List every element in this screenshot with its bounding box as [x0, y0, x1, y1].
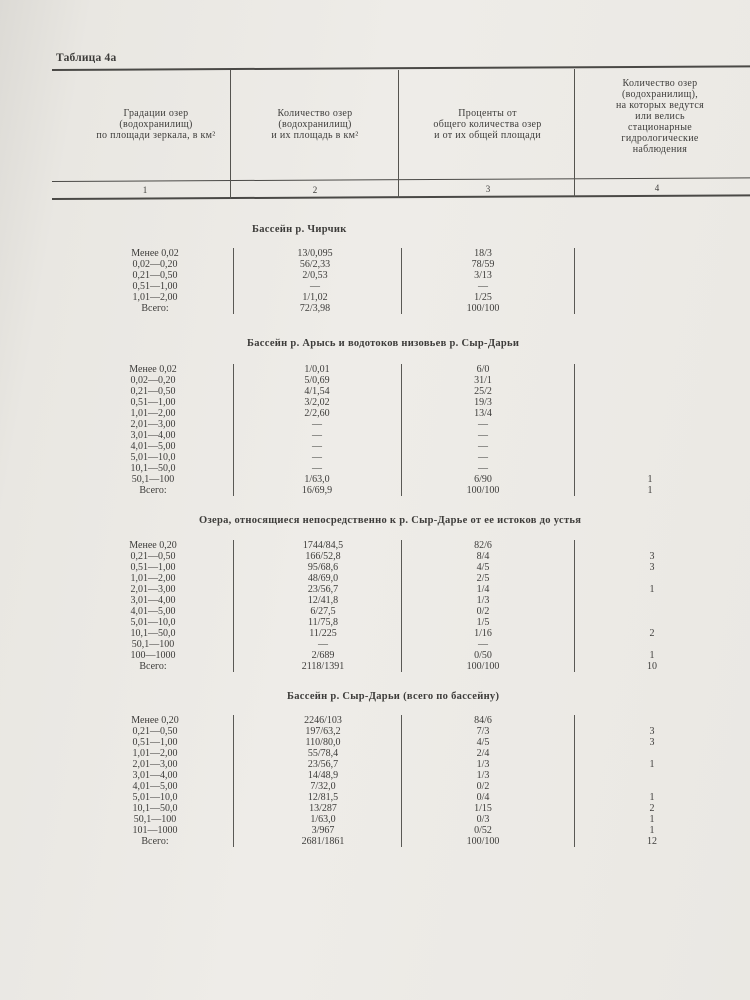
gradation-cell: 5,01—10,0 [132, 792, 178, 803]
table-row [0, 639, 750, 650]
percent-cell: — [478, 441, 488, 452]
table-row [0, 584, 750, 595]
gradation-cell: Менее 0,02 [129, 364, 177, 375]
gradation-cell: 4,01—5,00 [132, 781, 178, 792]
header-col-3: Проценты от общего количества озер и от их общей площади [433, 108, 542, 141]
percent-cell: 1/25 [474, 292, 492, 303]
gradation-cell: 50,1—100 [131, 474, 175, 485]
observed-count-cell: 10 [647, 661, 657, 672]
table-row [0, 803, 750, 814]
gradation-cell: 2,01—3,00 [130, 419, 176, 430]
section-rows [0, 715, 750, 847]
gradation-cell: 2,01—3,00 [132, 759, 178, 770]
percent-cell: 2/5 [476, 573, 490, 584]
observed-count-cell: 1 [649, 759, 655, 770]
percent-cell: 0/2 [476, 606, 490, 617]
observed-count-cell: 1 [649, 650, 655, 661]
table-row [0, 259, 750, 270]
table-row [0, 386, 750, 397]
gradation-cell: 0,02—0,20 [130, 375, 176, 386]
count-area-cell: 14/48,9 [307, 770, 339, 781]
count-area-cell: 13/0,095 [297, 248, 333, 259]
count-area-cell: — [312, 419, 322, 430]
count-area-cell: — [310, 281, 320, 292]
section-title: Бассейн р. Сыр-Дарьи (всего по бассейну) [287, 691, 500, 702]
table-row [0, 270, 750, 281]
table-row [0, 814, 750, 825]
count-area-cell: 55/78,4 [307, 748, 339, 759]
observed-count-cell: 2 [649, 803, 655, 814]
gradation-cell: 3,01—4,00 [130, 430, 176, 441]
percent-cell: 0/2 [476, 781, 490, 792]
section-title: Бассейн р. Чирчик [252, 224, 347, 235]
count-area-cell: 2681/1861 [301, 836, 345, 847]
observed-count-cell: 1 [647, 485, 653, 496]
gradation-cell: 50,1—100 [131, 639, 175, 650]
header-divider-1 [230, 70, 231, 199]
percent-cell: 0/3 [476, 814, 490, 825]
percent-cell: 100/100 [466, 661, 500, 672]
count-area-cell: 1/1,02 [302, 292, 328, 303]
table-row [0, 419, 750, 430]
section-title: Озера, относящиеся непосредственно к р. Сыр-Дарье от ее истоков до устья [199, 515, 582, 526]
percent-cell: 6/0 [476, 364, 490, 375]
gradation-cell: Всего: [139, 485, 167, 496]
section-title: Бассейн р. Арысь и водотоков низовьев р. Сыр-Дарьи [247, 338, 520, 349]
percent-cell: 0/52 [474, 825, 492, 836]
gradation-cell: 10,1—50,0 [132, 803, 178, 814]
percent-cell: — [478, 419, 488, 430]
gradation-cell: Менее 0,20 [131, 715, 179, 726]
percent-cell: 1/4 [476, 584, 490, 595]
table-row [0, 430, 750, 441]
percent-cell: 4/5 [476, 562, 490, 573]
gradation-cell: 0,21—0,50 [132, 726, 178, 737]
count-area-cell: 4/1,54 [304, 386, 330, 397]
count-area-cell: 2/2,60 [304, 408, 330, 419]
observed-count-cell: 3 [649, 726, 655, 737]
header-bottom-rule [52, 194, 750, 200]
percent-cell: 3/13 [474, 270, 492, 281]
count-area-cell: 12/41,8 [307, 595, 339, 606]
count-area-cell: 72/3,98 [299, 303, 331, 314]
count-area-cell: 56/2,33 [299, 259, 331, 270]
percent-cell: 2/4 [476, 748, 490, 759]
percent-cell: 84/6 [474, 715, 492, 726]
gradation-cell: 0,21—0,50 [130, 386, 176, 397]
header-top-rule [52, 65, 750, 71]
table-row [0, 540, 750, 551]
table-row [0, 628, 750, 639]
count-area-cell: 95/68,6 [307, 562, 339, 573]
table-row [0, 770, 750, 781]
gradation-cell: 0,21—0,50 [132, 270, 178, 281]
percent-cell: 1/3 [476, 595, 490, 606]
gradation-cell: Менее 0,02 [131, 248, 179, 259]
gradation-cell: 1,01—2,00 [130, 573, 176, 584]
gradation-cell: Всего: [141, 836, 169, 847]
gradation-cell: Всего: [139, 661, 167, 672]
gradation-cell: 100—1000 [130, 650, 176, 661]
percent-cell: — [478, 281, 488, 292]
header-divider-3 [574, 69, 575, 197]
count-area-cell: 23/56,7 [307, 584, 339, 595]
table-row [0, 474, 750, 485]
column-number-3: 3 [485, 184, 491, 194]
gradation-cell: Всего: [141, 303, 169, 314]
gradation-cell: 0,21—0,50 [130, 551, 176, 562]
table-row [0, 617, 750, 628]
count-area-cell: 3/967 [311, 825, 335, 836]
percent-cell: 1/5 [476, 617, 490, 628]
percent-cell: 100/100 [466, 836, 500, 847]
section-rows [0, 248, 750, 314]
header-number-rule [52, 177, 750, 182]
gradation-cell: Менее 0,20 [129, 540, 177, 551]
observed-count-cell: 1 [649, 584, 655, 595]
gradation-cell: 50,1—100 [133, 814, 177, 825]
gradation-cell: 2,01—3,00 [130, 584, 176, 595]
count-area-cell: — [312, 463, 322, 474]
header-col-2: Количество озер (водохранилищ) и их площадь в км² [271, 108, 359, 141]
count-area-cell: 2/689 [311, 650, 335, 661]
table-row [0, 781, 750, 792]
count-area-cell: 197/63,2 [305, 726, 341, 737]
gradation-cell: 4,01—5,00 [130, 441, 176, 452]
gradation-cell: 0,02—0,20 [132, 259, 178, 270]
table-row [0, 825, 750, 836]
percent-cell: 1/16 [474, 628, 492, 639]
observed-count-cell: 2 [649, 628, 655, 639]
percent-cell: 19/3 [474, 397, 492, 408]
section-rows [0, 364, 750, 496]
count-area-cell: — [312, 430, 322, 441]
table-row [0, 748, 750, 759]
count-area-cell: 2/0,53 [302, 270, 328, 281]
table-row [0, 281, 750, 292]
table-row [0, 551, 750, 562]
percent-cell: 8/4 [476, 551, 490, 562]
count-area-cell: — [312, 452, 322, 463]
count-area-cell: 5/0,69 [304, 375, 330, 386]
column-number-1: 1 [142, 185, 148, 195]
gradation-cell: 4,01—5,00 [130, 606, 176, 617]
percent-cell: 1/3 [476, 770, 490, 781]
table-row [0, 661, 750, 672]
gradation-cell: 3,01—4,00 [130, 595, 176, 606]
table-row [0, 726, 750, 737]
count-area-cell: 110/80,0 [305, 737, 341, 748]
table-label: Таблица 4а [56, 52, 117, 64]
count-area-cell: 16/69,9 [301, 485, 333, 496]
table-row [0, 303, 750, 314]
gradation-cell: 0,51—1,00 [130, 562, 176, 573]
table-row [0, 562, 750, 573]
table-row [0, 737, 750, 748]
table-row [0, 650, 750, 661]
gradation-cell: 10,1—50,0 [130, 628, 176, 639]
table-row [0, 573, 750, 584]
table-row [0, 792, 750, 803]
percent-cell: 0/50 [474, 650, 492, 661]
observed-count-cell: 1 [649, 814, 655, 825]
count-area-cell: 1/63,0 [310, 814, 336, 825]
table-row [0, 836, 750, 847]
gradation-cell: 5,01—10,0 [130, 452, 176, 463]
gradation-cell: 0,51—1,00 [132, 737, 178, 748]
percent-cell: 13/4 [474, 408, 492, 419]
count-area-cell: 2118/1391 [301, 661, 345, 672]
count-area-cell: 1/63,0 [304, 474, 330, 485]
percent-cell: — [478, 639, 488, 650]
observed-count-cell: 1 [647, 474, 653, 485]
percent-cell: 100/100 [466, 303, 500, 314]
count-area-cell: — [318, 639, 328, 650]
gradation-cell: 1,01—2,00 [132, 748, 178, 759]
count-area-cell: 23/56,7 [307, 759, 339, 770]
table-row [0, 759, 750, 770]
percent-cell: — [478, 463, 488, 474]
percent-cell: 7/3 [476, 726, 490, 737]
section-rows [0, 540, 750, 672]
table-row [0, 485, 750, 496]
gradation-cell: 101—1000 [132, 825, 178, 836]
table-row [0, 375, 750, 386]
table-row [0, 606, 750, 617]
count-area-cell: 13/287 [309, 803, 337, 814]
gradation-cell: 10,1—50,0 [130, 463, 176, 474]
column-number-2: 2 [312, 185, 318, 195]
percent-cell: 6/90 [474, 474, 492, 485]
observed-count-cell: 3 [649, 737, 655, 748]
percent-cell: — [478, 430, 488, 441]
count-area-cell: 11/75,8 [308, 617, 338, 628]
count-area-cell: 7/32,0 [310, 781, 336, 792]
table-row [0, 397, 750, 408]
observed-count-cell: 12 [647, 836, 657, 847]
count-area-cell: 12/81,5 [307, 792, 339, 803]
gradation-cell: 3,01—4,00 [132, 770, 178, 781]
count-area-cell: 166/52,8 [305, 551, 341, 562]
header-col-1: Градации озер (водохранилищ) по площади зеркала, в км² [96, 108, 216, 141]
table-row [0, 408, 750, 419]
percent-cell: — [478, 452, 488, 463]
percent-cell: 100/100 [466, 485, 500, 496]
count-area-cell: 48/69,0 [307, 573, 339, 584]
count-area-cell: 1/0,01 [304, 364, 330, 375]
gradation-cell: 1,01—2,00 [130, 408, 176, 419]
count-area-cell: 3/2,02 [304, 397, 330, 408]
header-divider-2 [398, 70, 399, 198]
column-number-4: 4 [654, 183, 660, 193]
percent-cell: 1/15 [474, 803, 492, 814]
table-row [0, 292, 750, 303]
table-row [0, 463, 750, 474]
percent-cell: 4/5 [476, 737, 490, 748]
table-row [0, 248, 750, 259]
table-row [0, 595, 750, 606]
table-row [0, 715, 750, 726]
count-area-cell: 6/27,5 [310, 606, 336, 617]
header-col-4: Количество озер (водохранилищ), на которых ведутся или велись стационарные гидрологические наблюдения [616, 78, 704, 155]
percent-cell: 82/6 [474, 540, 492, 551]
count-area-cell: — [312, 441, 322, 452]
count-area-cell: 2246/103 [304, 715, 342, 726]
gradation-cell: 5,01—10,0 [130, 617, 176, 628]
percent-cell: 31/1 [474, 375, 492, 386]
table-row [0, 364, 750, 375]
observed-count-cell: 3 [649, 551, 655, 562]
percent-cell: 18/3 [474, 248, 492, 259]
count-area-cell: 1744/84,5 [302, 540, 344, 551]
count-area-cell: 11/225 [309, 628, 337, 639]
percent-cell: 1/3 [476, 759, 490, 770]
percent-cell: 25/2 [474, 386, 492, 397]
percent-cell: 0/4 [476, 792, 490, 803]
percent-cell: 78/59 [471, 259, 495, 270]
table-row [0, 452, 750, 463]
gradation-cell: 1,01—2,00 [132, 292, 178, 303]
observed-count-cell: 1 [649, 792, 655, 803]
table-row [0, 441, 750, 452]
gradation-cell: 0,51—1,00 [130, 397, 176, 408]
gradation-cell: 0,51—1,00 [132, 281, 178, 292]
observed-count-cell: 1 [649, 825, 655, 836]
observed-count-cell: 3 [649, 562, 655, 573]
